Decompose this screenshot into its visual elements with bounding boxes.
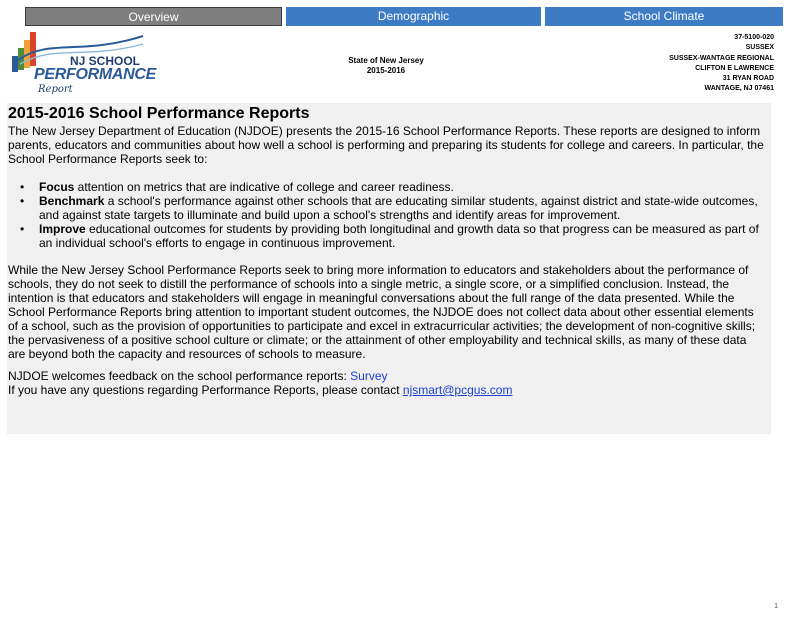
district-name: SUSSEX-WANTAGE REGIONAL [669, 54, 774, 62]
school-city: WANTAGE, NJ 07461 [704, 85, 774, 93]
tab-demographic[interactable]: Demographic [286, 7, 541, 26]
tab-overview[interactable]: Overview [25, 7, 282, 26]
report-tabs [25, 7, 758, 26]
limitations-paragraph: While the New Jersey School Performance Reports seek to bring more information to educators and stakeholders about the performance of schools, they do not seek to distill the performance of schools into a single metric, a single score, or a simplified conclusion. Instead, the intention is that educators and stakeholders will engage in meaningful conversations about the full range of the data presented. While the School Performance Reports bring attention to important student outcomes, the NJDOE does not collect data about other essential elements of a school, such as the provision of opportunities to participate and excel in extracurricular activities; the development of non-cognitive skills; the pervasiveness of a positive school culture or climate; or the attainment of other employability and technical skills, as many of these data are beyond both the capacity and resources of schools to measure. [8, 263, 756, 361]
school-info [669, 33, 774, 95]
survey-link[interactable]: Survey [350, 369, 388, 383]
bullet-text: attention on metrics that are indicative of college and career readiness. [74, 180, 454, 194]
report-year: 2015-2016 [366, 66, 406, 75]
bullet-keyword: Benchmark [39, 194, 105, 208]
list-item [8, 222, 771, 250]
county-name: SUSSEX [745, 44, 774, 52]
bullet-icon: • [20, 194, 25, 208]
bullet-icon: • [20, 222, 25, 236]
list-item [8, 180, 771, 194]
bullet-text: a school's performance against other schools that are educating similar students, against district and state-wide outcomes, and against state targets to illuminate and build upon a school's strengths and identify areas for improvement. [39, 194, 758, 222]
page-title: 2015-2016 School Performance Reports [8, 105, 310, 122]
intro-paragraph: The New Jersey Department of Education (NJDOE) presents the 2015-16 School Performance Reports. These reports are designed to inform parents, educators and communities about how well a school is performing and preparing its students for college and careers. In particular, the School Performance Reports seek to: [8, 124, 764, 166]
email-link[interactable]: njsmart@pcgus.com [402, 383, 513, 397]
feedback-section [8, 369, 768, 397]
bullet-keyword: Focus [39, 180, 75, 194]
tab-school-climate[interactable]: School Climate [545, 7, 783, 26]
list-item [8, 194, 771, 222]
school-street: 31 RYAN ROAD [722, 75, 774, 83]
logo-line-2: PERFORMANCE [34, 66, 157, 83]
contact-text: If you have any questions regarding Performance Reports, please contact [8, 383, 403, 397]
logo-line-1: NJ SCHOOL [70, 54, 141, 68]
feedback-line [8, 369, 768, 383]
logo-line-3: Report [38, 84, 73, 95]
overview-panel [7, 103, 771, 434]
bullet-keyword: Improve [39, 222, 86, 236]
goals-list [8, 180, 771, 250]
bullet-icon: • [20, 180, 25, 194]
contact-line [8, 383, 768, 397]
school-name: CLIFTON E LAWRENCE [695, 64, 774, 72]
state-heading [336, 56, 436, 76]
state-name: State of New Jersey [348, 56, 424, 65]
page-number: 1 [774, 603, 778, 610]
bullet-text: educational outcomes for students by providing both longitudinal and growth data so that progress can be measured as part of an individual school's efforts to engage in continuous improvement. [39, 222, 759, 250]
school-code: 37-5100-020 [734, 34, 774, 41]
feedback-text: NJDOE welcomes feedback on the school performance reports: [8, 369, 351, 383]
nj-school-performance-logo [10, 30, 157, 98]
